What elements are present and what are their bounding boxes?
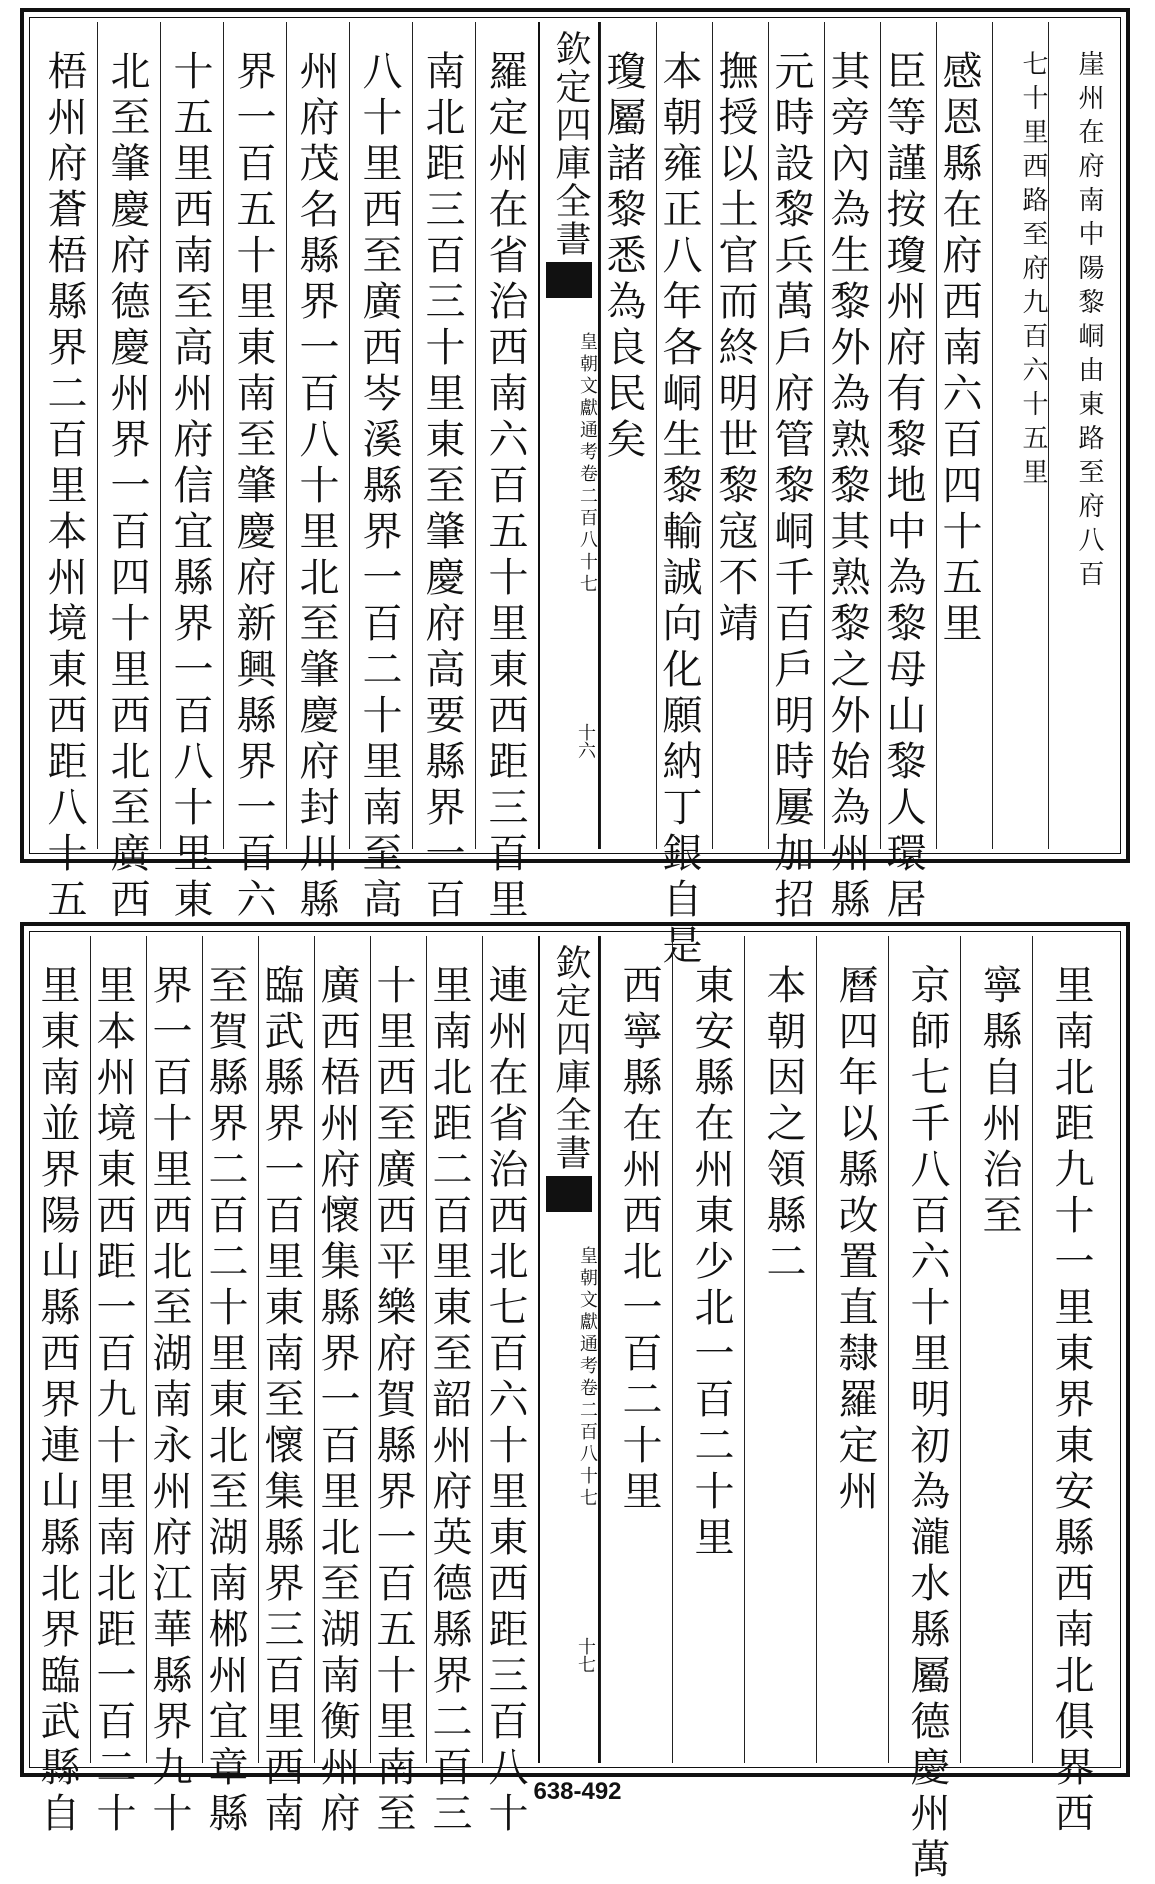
column-text: 連州在省治西北七百六十里東西距三百八十 <box>482 964 528 1838</box>
column-text: 至賀縣界二百二十里東北至湖南郴州宜章縣 <box>202 964 248 1838</box>
text-column <box>656 22 712 970</box>
text-column <box>426 936 482 1838</box>
column-text: 臣等謹按瓊州府有黎地中為黎母山黎人環居 <box>880 50 926 924</box>
column-text: 西寧縣在州西北一百二十里 <box>616 964 662 1516</box>
folio-number: 十六 <box>575 723 596 759</box>
chapter-title: 皇朝文獻通考卷二百八十七 <box>577 332 598 596</box>
fishtail-mark <box>546 262 592 298</box>
column-text: 十五里西南至高州府信宜縣界一百八十里東 <box>167 50 213 924</box>
column-text: 八十里西至廣西岑溪縣界一百二十里南至高 <box>356 50 402 924</box>
text-column <box>370 936 426 1838</box>
text-column <box>412 22 475 924</box>
column-text: 里本州境東西距一百九十里南北距一百二十 <box>90 964 136 1838</box>
text-column <box>286 22 349 924</box>
center-strip <box>538 22 600 849</box>
text-column <box>600 22 656 849</box>
folio-number: 十七 <box>575 1637 596 1673</box>
column-text: 里東南並界陽山縣西界連山縣北界臨武縣自 <box>34 964 80 1838</box>
text-column <box>888 936 960 1884</box>
column-text: 臨武縣界一百里東南至懷集縣界三百里西南 <box>258 964 304 1838</box>
book-page-top <box>20 8 1130 970</box>
text-column <box>936 22 992 849</box>
column-text: 瓊屬諸黎悉為良民矣 <box>600 50 646 464</box>
column-text: 南北距三百三十里東至肇慶府高要縣界一百 <box>419 50 465 924</box>
text-column <box>744 936 816 1763</box>
text-column <box>34 936 90 1838</box>
text-column <box>600 936 672 1763</box>
column-text: 其旁內為生黎外為熟黎其熟黎之外始為州縣 <box>824 50 870 924</box>
text-column <box>482 936 538 1838</box>
text-column <box>1032 936 1104 1838</box>
text-column <box>992 22 1048 849</box>
column-text: 東安縣在州東少北一百二十里 <box>688 964 734 1562</box>
text-column <box>146 936 202 1838</box>
text-column <box>202 936 258 1838</box>
center-strip <box>538 936 600 1763</box>
text-columns <box>34 22 1116 970</box>
text-column <box>712 22 768 849</box>
column-text: 寧縣自州治至 <box>976 964 1022 1240</box>
book-title: 欽定四庫全書 <box>550 944 591 1172</box>
text-column <box>34 22 97 924</box>
page-number: 638-492 <box>533 1778 622 1805</box>
text-column <box>90 936 146 1838</box>
text-column <box>475 22 538 924</box>
column-text: 元時設黎兵萬戶府管黎峒千百戶明時屢加招 <box>768 50 814 924</box>
column-text: 十里西至廣西平樂府賀縣界一百五十里南至 <box>370 964 416 1838</box>
text-column <box>768 22 824 924</box>
text-column <box>1048 22 1104 849</box>
text-column <box>314 936 370 1838</box>
column-text: 曆四年以縣改置直隸羅定州 <box>832 964 878 1516</box>
column-text: 北至肇慶府德慶州界一百四十里西北至廣西 <box>104 50 150 924</box>
chapter-title: 皇朝文獻通考卷二百八十七 <box>577 1246 598 1510</box>
fishtail-mark <box>546 1176 592 1212</box>
column-text: 里南北距九十一里東界東安縣西南北俱界西 <box>1048 964 1094 1838</box>
column-text: 羅定州在省治西南六百五十里東西距三百里 <box>482 50 528 924</box>
text-column <box>880 22 936 924</box>
text-column <box>97 22 160 924</box>
text-column <box>816 936 888 1763</box>
column-text: 七十里西路至府九百六十五里 <box>1018 50 1048 492</box>
text-column <box>349 22 412 924</box>
column-text: 界一百五十里東南至肇慶府新興縣界一百六 <box>230 50 276 924</box>
column-text: 界一百十里西北至湖南永州府江華縣界九十 <box>146 964 192 1838</box>
text-column <box>160 22 223 924</box>
column-text: 崖州在府南中陽黎峒由東路至府八百 <box>1074 50 1104 594</box>
text-column <box>824 22 880 924</box>
column-text: 廣西梧州府懷集縣界一百里北至湖南衡州府 <box>314 964 360 1838</box>
column-text: 京師七千八百六十里明初為瀧水縣屬德慶州萬 <box>904 964 950 1884</box>
column-text: 本朝因之領縣二 <box>760 964 806 1286</box>
column-text: 州府茂名縣界一百八十里北至肇慶府封川縣 <box>293 50 339 924</box>
column-text: 本朝雍正八年各峒生黎輸誠向化願納丁銀自是 <box>656 50 702 970</box>
text-column <box>223 22 286 924</box>
column-text: 梧州府蒼梧縣界二百里本州境東西距八十五 <box>41 50 87 924</box>
text-column <box>672 936 744 1763</box>
column-text: 撫授以土官而終明世黎寇不靖 <box>712 50 758 648</box>
book-title: 欽定四庫全書 <box>550 30 591 258</box>
column-text: 感恩縣在府西南六百四十五里 <box>936 50 982 648</box>
text-column <box>258 936 314 1838</box>
text-column <box>960 936 1032 1763</box>
column-text: 里南北距二百里東至韶州府英德縣界二百三 <box>426 964 472 1838</box>
